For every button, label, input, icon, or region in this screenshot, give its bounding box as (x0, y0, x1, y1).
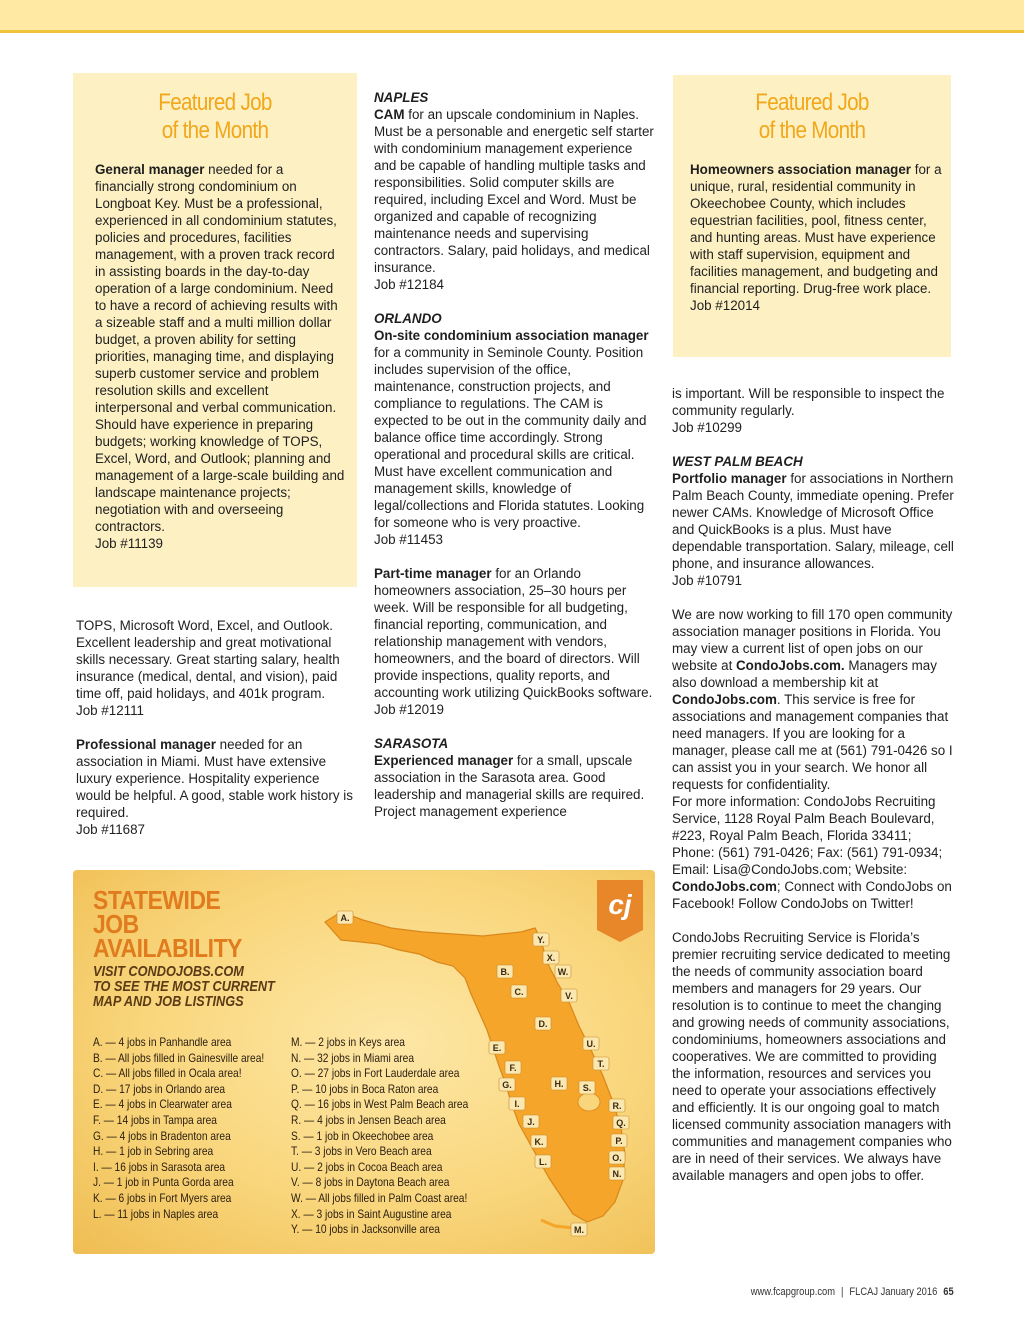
map-subtitle: VISIT CONDOJOBS.COM TO SEE THE MOST CURRENT MAP AND JOB LISTINGS (93, 963, 275, 1010)
map-marker-label: S. (582, 1083, 592, 1093)
job-number: Job #12184 (374, 277, 444, 292)
featured-job-box-right (673, 75, 951, 357)
featured-body-left: General manager needed for a financially strong condominium on Longboat Key. Must be a professional, experienced in all condominium statutes, policies and procedures, facilities management, with a proven track record in assisting boards in the day-to-day operation of a large condominium. Need to have a record of achieving results with a sizeable staff and a multi million dollar budget, a proven ability for setting priorities, managing time, and displaying superb customer service and problem resolution skills and excellent interpersonal and verbal communication. Should have experience in preparing budgets; working knowledge of TOPS, Excel, Word, and Outlook; planning and management of a large-scale building and landscape maintenance projects; negotiation with and overseeing contractors. Job #11139 (95, 162, 345, 551)
legend-item: P. — 10 jobs in Boca Raton area (291, 1081, 439, 1096)
lake-okeechobee (578, 1093, 600, 1111)
legend-item: G. — 4 jobs in Bradenton area (93, 1128, 231, 1143)
footer-separator: | (841, 1286, 844, 1298)
map-marker-label: K. (534, 1137, 544, 1147)
middle-column: NAPLES CAM for an upscale condominium in Naples. Must be a personable and energetic self starter with condominium management experience and be capable of handling multiple tasks and responsibilities. Solid computer skills are required, including Excel and Word. Must be organized and capable of recognizing maintenance needs and supervising contractors. Salary, paid holidays, and medical insurance. Job #12184 ORLANDO On-site condominium association manager for a community in Seminole County. Position includes supervision of the office, maintenance, construction projects, and compliance to regulations. The CAM is expected to be out in the community daily and balance office time accordingly. Strong operational and procedural skills are critical. Must have excellent communication and management skills, knowledge of legal/collections and Florida statutes. Looking for someone who is very proactive. Job #11453 Part-time manager for an Orlando homeowners association, 25–30 hours per week. Will be responsible for all budgeting, financial reporting, communication, and relationship management with vendors, homeowners, and the board of directors. Will provide inspections, quality reports, and accounting work utilizing QuickBooks software. Job #12019 SARASOTA Experienced manager for a small, upscale association in the Sarasota area. Good leadership and managerial skills are required. Project management experience (374, 90, 654, 819)
legend-item: I. — 16 jobs in Sarasota area (93, 1159, 226, 1174)
website-link[interactable]: CondoJobs.com (672, 879, 777, 894)
map-marker (337, 911, 353, 924)
map-marker-label: Q. (616, 1118, 626, 1128)
open-positions-paragraph: We are now working to fill 170 open community association manager positions in Florida. You may view a current list of open jobs on our website at CondoJobs.com. Managers may also download a membership kit at CondoJobs.com. This service is free for associations and management companies that need managers. If you are looking for a manager, please call me at (561) 791-0426 so I can assist you in your search. We honor all requests for confidentiality. (672, 607, 953, 792)
city-heading: WEST PALM BEACH (672, 454, 803, 469)
map-marker (535, 1017, 551, 1030)
featured-body-right: Homeowners association manager for a unique, rural, residential community in Okeechobee County, which includes equestrian facilities, pool, fitness center, and hunting areas. Must have experience with staff supervision, equipment and facilities management, and budgeting and financial reporting. Drug-free work place. Job #12014 (690, 161, 944, 314)
map-marker-label: D. (538, 1019, 548, 1029)
legend-item: B. — All jobs filled in Gainesville area! (93, 1050, 265, 1065)
legend-item: K. — 6 jobs in Fort Myers area (93, 1190, 232, 1205)
map-marker (583, 1037, 599, 1050)
city-heading: NAPLES (374, 90, 429, 105)
map-marker (497, 965, 513, 978)
legend-item: S. — 1 job in Okeechobee area (291, 1128, 434, 1143)
svg-text:cj: cj (608, 889, 632, 920)
map-marker (593, 1057, 609, 1070)
map-marker-label: B. (500, 967, 510, 977)
featured-title-left: Featured Job of the Month (158, 89, 272, 144)
map-marker-label: O. (612, 1153, 622, 1163)
map-marker (561, 989, 577, 1002)
cj-logo-icon (597, 880, 643, 942)
legend-item: Y. — 10 jobs in Jacksonville area (291, 1222, 440, 1237)
footer-site: www.fcapgroup.com (751, 1286, 836, 1298)
legend-item: N. — 32 jobs in Miami area (291, 1050, 415, 1065)
page-number: 65 (943, 1286, 954, 1298)
map-marker (531, 1135, 547, 1148)
map-marker-label: U. (586, 1039, 596, 1049)
map-marker-label: C. (514, 987, 524, 997)
city-heading: SARASOTA (374, 736, 449, 751)
map-marker-label: R. (612, 1101, 622, 1111)
map-marker-label: H. (554, 1079, 564, 1089)
map-marker (609, 1099, 625, 1112)
map-marker (505, 1061, 521, 1074)
legend-item: A. — 4 jobs in Panhandle area (93, 1035, 232, 1049)
map-marker (523, 1115, 539, 1128)
job-number: Job #12014 (690, 298, 760, 313)
legend-item: O. — 27 jobs in Fort Lauderdale area (291, 1066, 460, 1081)
map-legend-left (93, 1035, 264, 1222)
map-marker-label: V. (565, 991, 573, 1001)
header-rule (0, 30, 1024, 33)
map-marker-label: L. (539, 1157, 547, 1167)
right-column: is important. Will be responsible to inspect the community regularly. Job #10299 WEST PALM BEACH Portfolio manager for associations in Northern Palm Beach County, immediate opening. Prefer newer CAMs. Knowledge of Microsoft Office and QuickBooks is a plus. Must have dependable transportation. Salary, mileage, cell phone, and insurance allowances. Job #10791 We are now working to fill 170 open community association manager positions in Florida. You may view a current list of open jobs on our website at CondoJobs.com. Managers may also download a membership kit at CondoJobs.com. This service is free for associations and management companies that need managers. If you are looking for a manager, please call me at (561) 791-0426 so I can assist you in your search. We honor all requests for confidentiality. For more information: CondoJobs Recruiting Service, 1128 Royal Palm Beach Boulevard, #223, Royal Palm Beach, Florida 33411; Phone: (561) 791-0426; Fax: (561) 791-0934; Email: Lisa@CondoJobs.com; Website: CondoJobs.com; Connect with CondoJobs on Facebook! Follow CondoJobs on Twitter! CondoJobs Recruiting Service is Florida’s premier recruiting service dedicated to meeting the needs of community association board members and managers for 29 years. Our resolution is to continue to meet the changing and growing needs of community associations, condominiums, homeowners associations and cooperatives. We are committed to providing the information, resources and services you need to operate your associations effectively and efficiently. It is our ongoing goal to match licensed community association managers with communities and management companies who are in need of their services. We always have available managers and open jobs to offer. (672, 386, 954, 1183)
map-marker-label: P. (615, 1136, 623, 1146)
legend-item: W. — All jobs filled in Palm Coast area! (291, 1190, 468, 1205)
map-marker-label: A. (340, 913, 350, 923)
map-marker (579, 1081, 595, 1094)
map-marker-label: M. (574, 1225, 584, 1235)
legend-item: R. — 4 jobs in Jensen Beach area (291, 1112, 446, 1127)
map-marker (511, 985, 527, 998)
map-marker (609, 1151, 625, 1164)
map-marker (543, 951, 559, 964)
map-marker (509, 1097, 525, 1110)
job-number: Job #11453 (374, 532, 443, 547)
legend-item: T. — 3 jobs in Vero Beach area (291, 1144, 432, 1159)
job-number: Job #10791 (672, 573, 742, 588)
legend-item: J. — 1 job in Punta Gorda area (93, 1175, 234, 1190)
featured-job-box-left (73, 73, 357, 587)
legend-item: V. — 8 jobs in Daytona Beach area (291, 1175, 450, 1190)
featured-title-right: Featured Job of the Month (755, 89, 869, 144)
contact-paragraph: For more information: CondoJobs Recruiting Service, 1128 Royal Palm Beach Boulevard, #223, Royal Palm Beach, Florida 33411; Phone: (561) 791-0426; Fax: (561) 791-0934; Email: Lisa@CondoJobs.com; Website: CondoJobs.com; Connect with CondoJobs on Facebook! Follow CondoJobs on Twitter! (672, 794, 952, 911)
legend-item: X. — 3 jobs in Saint Augustine area (291, 1206, 452, 1221)
map-marker-label: W. (557, 967, 569, 977)
legend-item: M. — 2 jobs in Keys area (291, 1035, 405, 1049)
header-band (0, 0, 1024, 30)
legend-item: C. — All jobs filled in Ocala area! (93, 1066, 242, 1081)
legend-item: Q. — 16 jobs in West Palm Beach area (291, 1097, 469, 1112)
map-marker (535, 1155, 551, 1168)
map-marker-label: F. (509, 1063, 517, 1073)
left-column: TOPS, Microsoft Word, Excel, and Outlook. Excellent leadership and great motivational skills necessary. Great starting salary, health insurance (medical, dental, and vision), paid time off, paid holidays, and 401k program. Job #12111 Professional manager needed for an association in Miami. Must have extensive luxury experience. Hospitality experience would be helpful. A good, stable work history is required. Job #11687 (76, 617, 357, 838)
map-legend-right (291, 1035, 468, 1238)
map-marker (499, 1078, 515, 1091)
legend-item: F. — 14 jobs in Tampa area (93, 1112, 217, 1127)
map-title: STATEWIDE JOB AVAILABILITY (93, 885, 242, 963)
legend-item: U. — 2 jobs in Cocoa Beach area (291, 1159, 443, 1174)
legend-item: D. — 17 jobs in Orlando area (93, 1081, 226, 1096)
footer-magazine: FLCAJ January 2016 (849, 1286, 938, 1298)
job-number: Job #11139 (95, 536, 164, 551)
map-marker-label: J. (527, 1117, 535, 1127)
map-marker (571, 1223, 587, 1236)
map-marker (609, 1167, 625, 1180)
map-marker-label: E. (492, 1043, 502, 1053)
job-number: Job #10299 (672, 420, 742, 435)
map-marker-label: G. (502, 1080, 512, 1090)
map-marker-label: I. (514, 1099, 520, 1109)
map-marker (611, 1134, 627, 1147)
florida-keys (541, 1220, 573, 1228)
legend-item: L. — 11 jobs in Naples area (93, 1206, 219, 1221)
city-heading: ORLANDO (374, 311, 442, 326)
map-marker-label: N. (612, 1169, 622, 1179)
job-number: Job #11687 (76, 822, 145, 837)
map-marker (613, 1116, 629, 1129)
map-marker (489, 1041, 505, 1054)
map-marker-label: Y. (537, 935, 545, 945)
statewide-job-map (73, 870, 655, 1254)
job-number: Job #12019 (374, 702, 444, 717)
website-link[interactable]: CondoJobs.com (672, 692, 777, 707)
map-marker (555, 965, 571, 978)
legend-item: H. — 1 job in Sebring area (93, 1144, 214, 1159)
map-marker (533, 933, 549, 946)
map-marker-label: T. (597, 1059, 605, 1069)
map-marker-label: X. (546, 953, 556, 963)
job-number: Job #12111 (76, 703, 145, 718)
map-marker (551, 1077, 567, 1090)
about-paragraph: CondoJobs Recruiting Service is Florida’s premier recruiting service dedicated to meeting the needs of community association board members and managers for 29 years. Our resolution is to continue to meet the changing and growing needs of community associations, condominiums, homeowners associations and cooperatives. We are committed to providing the information, resources and services you need to operate your associations effectively and efficiently. It is our ongoing goal to match licensed community association managers with communities and management companies who are in need of their services. We always have available managers and open jobs to offer. (672, 930, 952, 1183)
page-footer (751, 1286, 954, 1298)
website-link[interactable]: CondoJobs.com. (736, 658, 845, 673)
legend-item: E. — 4 jobs in Clearwater area (93, 1097, 232, 1112)
